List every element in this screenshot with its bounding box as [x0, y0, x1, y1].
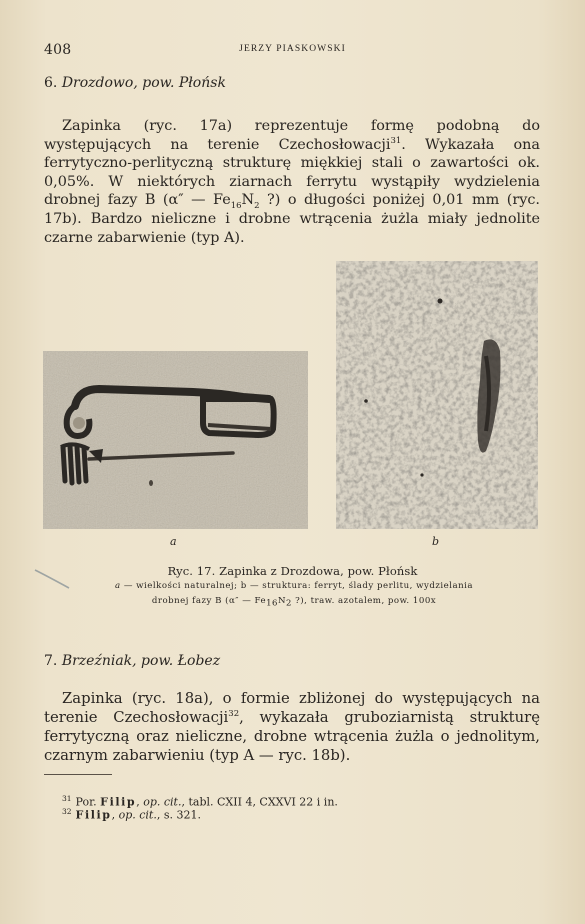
footnote-author: Filip — [75, 808, 112, 822]
pencil-mark — [33, 568, 73, 590]
page-number: 408 — [44, 42, 72, 58]
footnote-32 — [62, 807, 201, 822]
footnote-text: , s. 321. — [156, 808, 201, 822]
caption-text: — wielkości naturalnej; — [120, 581, 241, 591]
subscript: 2 — [286, 598, 292, 609]
section-number: 6. — [44, 75, 58, 91]
figure-b-micrograph — [336, 261, 538, 529]
text-run: ?) o długości poniżej 0,01 mm (ryc. 17b). Bardzo nieliczne i drobne wtrącenia żużla miały jednolite czarne zabarwienie (typ A). — [44, 192, 541, 246]
footnote-ref-31[interactable]: 31 — [390, 135, 402, 146]
caption-text: ?), traw. azotalem, pow. 100x — [291, 595, 437, 606]
section-number: 7. — [44, 653, 58, 669]
footnote-ref-32[interactable]: 32 — [228, 709, 240, 720]
footnote-text: , tabl. CXII 4, CXXVI 22 i in. — [181, 795, 338, 809]
footnote-text: Por. — [75, 795, 101, 809]
text-run: N — [241, 192, 255, 209]
section-title: Drozdowo, pow. Płońsk — [61, 75, 226, 91]
caption-text: — struktura: ferryt, ślady perlitu, wydzielania — [246, 581, 473, 591]
paragraph-drozdowo — [44, 117, 540, 247]
caption-text: N — [277, 595, 286, 606]
figure-a-fibula-photo — [43, 351, 308, 529]
subscript: 2 — [254, 201, 260, 212]
footnote-text: , — [111, 808, 119, 822]
text-run: Zapinka (ryc. 17a) reprezentuje formę podobną do występujących na terenie Czechosłowacji — [44, 118, 540, 153]
section-heading-brzezniak — [44, 653, 220, 669]
figure-label-a: a — [170, 535, 177, 548]
figure-label-b: b — [432, 535, 440, 548]
text-run: . Wykazała ona ferrytyczno-perlityczną strukturę miękkiej stali o zawartości ok. 0,05%. W niektórych ziarnach ferrytu wystąpiły wydzielenia drobnej fazy B (α″ — Fe — [44, 136, 540, 209]
footnote-mark: 31 — [62, 794, 72, 803]
caption-key-a: a — [114, 581, 121, 591]
caption-key-b: b — [240, 581, 247, 591]
caption-text: drobnej fazy B (α″ — Fe — [151, 595, 267, 606]
subscript: 16 — [230, 201, 242, 212]
footnote-divider — [44, 774, 112, 775]
footnote-mark: 32 — [62, 807, 72, 816]
fibula-photo-image — [43, 351, 308, 529]
footnote-author: Filip — [100, 795, 137, 809]
figure-caption-body — [74, 579, 514, 608]
footnote-text: , — [136, 795, 144, 809]
footnote-italic: op. cit. — [118, 808, 157, 822]
figure-caption-title: Ryc. 17. Zapinka z Drozdowa, pow. Płońsk — [167, 564, 418, 578]
text-run: Zapinka (ryc. 18a), o formie zbliżonej do występujących na terenie Czechosłowacji — [44, 690, 540, 726]
text-run: , wykazała gruboziarnistą strukturę ferrytyczną oraz nieliczne, drobne wtrącenia żużla o jednolitym, czarnym zabarwieniu (typ A — ryc. 18b). — [44, 709, 540, 764]
section-heading-drozdowo — [44, 75, 226, 91]
paragraph-brzezniak — [44, 689, 540, 765]
subscript: 16 — [266, 598, 278, 609]
footnote-italic: op. cit. — [143, 795, 182, 809]
section-title: Brzeźniak, pow. Łobez — [61, 653, 221, 669]
micrograph-image — [336, 261, 538, 529]
running-head: JERZY PIASKOWSKI — [239, 44, 346, 54]
